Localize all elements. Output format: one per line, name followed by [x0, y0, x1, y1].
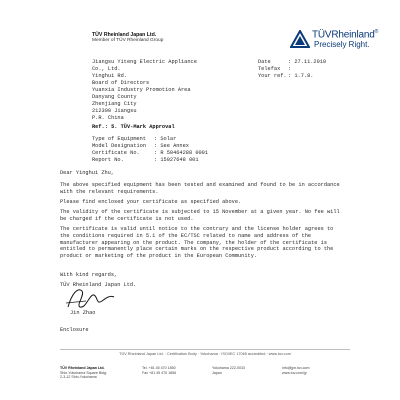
letterhead-company: [92, 32, 163, 44]
footer-line: Yokohama 222-0033: [212, 366, 246, 370]
footer-divider: [60, 349, 350, 350]
ref-value: : R 50464288 0001: [154, 150, 209, 156]
footer-column: [282, 366, 310, 375]
signer-name: Jin Zhao: [70, 310, 96, 316]
footer-line: info@jpn.tuv.com: [282, 366, 310, 370]
greeting: Dear Yinghui Zhu,: [60, 170, 115, 176]
ref-row: [92, 143, 208, 150]
ref-value: : 15027648 001: [154, 157, 199, 163]
ref-row: [92, 157, 208, 164]
address-line: Jiangsu Yiteng Electric Appliance: [92, 59, 197, 65]
closing: With kind regards,: [60, 272, 118, 278]
footer-line: Japan: [212, 370, 222, 375]
letter-meta: [258, 59, 326, 80]
meta-label: Your ref.: [258, 73, 287, 79]
ref-label: Certificate No.: [92, 150, 140, 156]
company-membership: Member of TÜV Rheinland Group: [92, 38, 164, 43]
address-line: Yuanxia Industry Promotion Area: [92, 87, 191, 93]
address-line: 212300 Jiangsu: [92, 108, 137, 114]
logo-tagline: Precisely Right.: [314, 40, 370, 49]
ref-label: Report No.: [92, 157, 124, 163]
meta-row: [258, 66, 326, 73]
reference-table: [92, 136, 208, 164]
footer-line: www.tuv.com/jp: [282, 370, 307, 375]
meta-value: : 27.11.2010: [288, 59, 327, 65]
address-line: Zhenjiang City: [92, 101, 137, 107]
meta-row: [258, 59, 326, 66]
address-line: Board of Directors: [92, 80, 150, 86]
footer-line: Fax +81 45 470 1856: [142, 370, 177, 375]
address-line: Yinghui Rd.: [92, 73, 127, 79]
enclosure-note: Enclosure: [60, 327, 89, 333]
body-paragraph: Please find enclosed your certificate as specified above.: [60, 199, 242, 205]
meta-row: [258, 73, 326, 80]
meta-value: :: [288, 66, 292, 72]
footer-column-title: TÜV Rheinland Japan Ltd.: [60, 366, 105, 370]
company-name: TÜV Rheinland Japan Ltd.: [92, 32, 157, 38]
footer-registration: TÜV Rheinland Japan Ltd. · Certification Body · Yokohama · ISO/IEC 17065 accredited · www.tuv.com: [119, 352, 291, 356]
handwritten-signature: [62, 283, 122, 313]
subject-line: Ref.: 5. TÜV-Mark Approval: [92, 124, 175, 130]
ref-value: : See Annex: [154, 143, 189, 149]
ref-row: [92, 136, 208, 143]
ref-value: : Solar: [154, 136, 177, 142]
body-paragraph: The above specified equipment has been tested and examined and found to be in accordance with the relevant requirements.: [60, 182, 340, 195]
footer-column: [142, 366, 176, 375]
ref-label: Model Designation: [92, 143, 147, 149]
body-paragraph: The certificate is valid until notice to the contrary and the license holder agrees to the conditions required in 5.1 of the EC/TSC related to name and address of the manufacturer appearing on the product. The company, the holder of the certificate is entitled to permanently place certain marks on the respective product according to the product or marketing of the product in the European Community.: [60, 226, 334, 260]
meta-label: Telefax: [258, 66, 281, 72]
tuv-triangle-icon: [290, 30, 310, 48]
recipient-address: [92, 59, 197, 122]
footer-line: 2-3-12 Shin-Yokohama: [60, 375, 97, 380]
ref-row: [92, 150, 208, 157]
meta-label: Date: [258, 59, 271, 65]
footer-column: [212, 366, 245, 375]
tuv-logo: [290, 29, 390, 51]
meta-value: : 1.7.8.: [288, 73, 314, 79]
body-paragraph: The validity of the certificate is subjected to 15 November at a given year. No fee will be charged if the certificate is not used.: [60, 209, 340, 222]
address-line: Co., Ltd.: [92, 66, 121, 72]
address-line: Danyang County: [92, 94, 137, 100]
logo-wordmark: TÜVRheinland®: [312, 29, 379, 41]
ref-label: Type of Equipment: [92, 136, 147, 142]
footer-line: Shin-Yokohama Square Bldg.: [60, 370, 108, 375]
footer-line: Tel. +81 45 470 1850: [142, 366, 176, 370]
footer-column: [60, 366, 107, 380]
signature-company: TÜV Rheinland Japan Ltd.: [60, 282, 137, 288]
address-line: P.R. China: [92, 115, 124, 121]
